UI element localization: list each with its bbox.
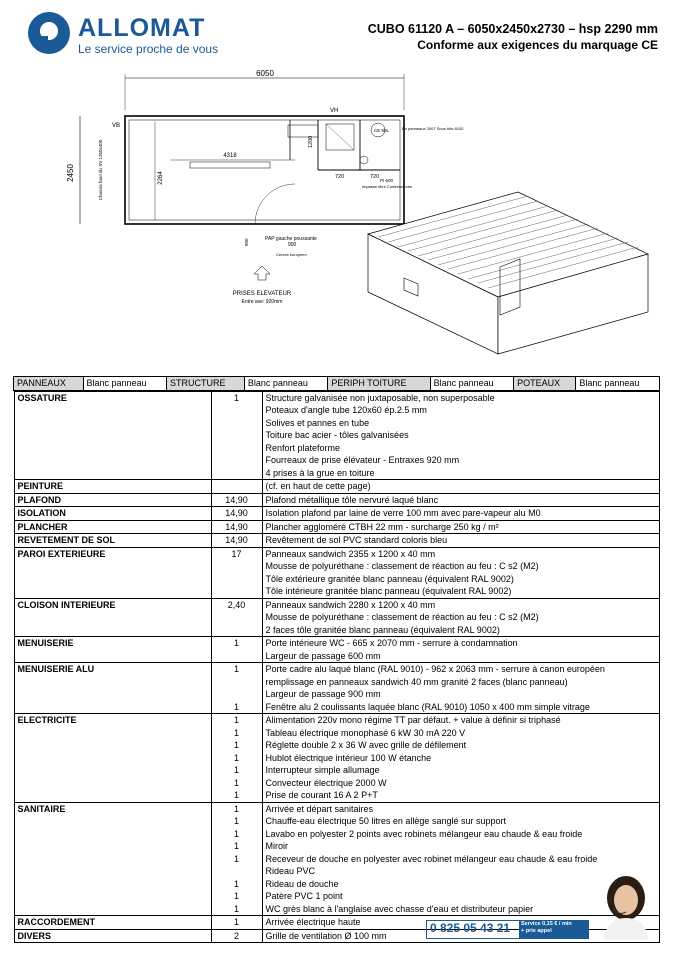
spec-description-line: Plancher aggloméré CTBH 22 mm - surcharge 250 kg / m² <box>265 521 499 532</box>
spec-quantity: 1 <box>233 816 239 826</box>
spec-description-cell <box>262 520 659 534</box>
spec-description-line: Revêtement de sol PVC standard coloris bleu <box>265 535 448 545</box>
spec-quantity-cell <box>211 493 262 507</box>
spec-description-line: Lavabo en polyester 2 points avec robinets mélangeur eau chaude & eau froide <box>265 828 583 839</box>
spec-row <box>14 507 659 521</box>
spec-quantity-cell <box>211 714 262 803</box>
spec-description-line: Panneaux sandwich 2280 x 1200 x 40 mm <box>265 599 436 610</box>
spec-quantity <box>215 865 259 878</box>
poteaux-label: POTEAUX <box>514 377 576 391</box>
spec-quantity: 14,90 <box>225 521 248 532</box>
spec-quantity: 14,90 <box>225 494 248 505</box>
spec-quantity: 1 <box>233 803 239 814</box>
spec-category: DIVERS <box>14 929 211 943</box>
plan-lifting-label: PRISES ELEVATEUR <box>232 291 292 297</box>
spec-quantity: 1 <box>233 715 239 725</box>
spec-quantity: 14,90 <box>225 508 248 518</box>
spec-description-line: Réglette double 2 x 36 W avec grille de défilement <box>265 740 467 750</box>
periph-toiture-label: PERIPH TOITURE <box>328 377 430 391</box>
spec-description-line: Arrivée et départ sanitaires <box>265 803 374 814</box>
spec-quantity-cell <box>211 520 262 534</box>
spec-description-line: Chauffe-eau électrique 50 litres en allège sanglé sur support <box>265 816 506 826</box>
structure-label: STRUCTURE <box>167 377 245 391</box>
spec-description-line: Plafond métallique tôle nervuré laqué blanc <box>265 494 439 505</box>
brand-tagline: Le service proche de vous <box>78 42 219 56</box>
spec-quantity-cell <box>211 391 262 480</box>
spec-quantity: 1 <box>233 777 239 788</box>
logo-mark-icon <box>28 12 70 54</box>
plan-720a-label: 720 <box>335 174 345 180</box>
spec-description-line: WC grès blanc à l'anglaise avec chasse d'eau et distributeur papier <box>265 903 534 914</box>
spec-category: MENUISERIE <box>14 637 211 663</box>
spec-description-line: Receveur de douche en polyester avec robinet mélangeur eau chaude & eau froide <box>265 853 598 864</box>
spec-row <box>14 547 659 598</box>
spec-quantity-cell <box>211 916 262 930</box>
plan-width-label: 2450 <box>66 164 75 182</box>
spec-category: CLOISON INTERIEURE <box>14 598 211 637</box>
customer-service-photo <box>596 868 656 940</box>
structure-value: Blanc panneau <box>244 377 327 391</box>
spec-description-line: 4 prises à la grue en toiture <box>265 467 375 478</box>
plan-pap-width: 900 <box>288 242 297 248</box>
panneaux-value: Blanc panneau <box>83 377 166 391</box>
model-title: CUBO 61120 A – 6050x2450x2730 – hsp 2290 mm <box>367 22 658 36</box>
plan-side-label: 800 <box>244 238 249 246</box>
service-rate-badge <box>519 920 589 939</box>
spec-quantity: 1 <box>233 392 239 403</box>
spec-quantity: 1 <box>233 853 239 864</box>
brand-name: ALLOMAT <box>78 14 206 42</box>
spec-description-line: Largeur de passage 900 mm <box>265 689 381 699</box>
spec-quantity: 1 <box>233 891 239 901</box>
spec-quantity-cell <box>211 507 262 521</box>
service-rate-line1: Service 0,15 € / min <box>521 921 572 927</box>
plan-chassis-note: Chassis haut du SV 1350x400 <box>98 139 103 201</box>
spec-description-line: Patère PVC 1 point <box>265 891 343 901</box>
specification-table <box>13 376 660 943</box>
spec-quantity: 1 <box>233 903 239 914</box>
spec-description-cell <box>262 637 659 663</box>
spec-quantity-cell <box>211 663 262 714</box>
spec-row <box>14 714 659 803</box>
spec-description-line: Tôle extérieure granitée blanc panneau (équivalent RAL 9002) <box>265 573 514 584</box>
spec-description-line: (cf. en haut de cette page) <box>265 481 371 491</box>
spec-description-cell <box>262 598 659 637</box>
spec-description-line: Isolation plafond par laine de verre 100 mm avec pare-vapeur alu M0 <box>265 508 541 518</box>
spec-quantity: 17 <box>231 548 242 559</box>
spec-quantity: 1 <box>233 638 239 648</box>
spec-category: REVETEMENT DE SOL <box>14 534 211 548</box>
spec-description-line: Renfort plateforme <box>265 442 341 453</box>
spec-description-line: Mousse de polyuréthane : classement de réaction au feu : C s2 (M2) <box>265 561 539 571</box>
spec-description-cell <box>262 663 659 714</box>
spec-quantity: 1 <box>233 841 239 851</box>
spec-quantity-cell <box>211 802 262 916</box>
spec-quantity-cell <box>211 637 262 663</box>
spec-quantity: 1 <box>233 828 239 839</box>
spec-body <box>14 391 660 944</box>
spec-quantity: 1 <box>233 664 239 674</box>
spec-quantity: 14,90 <box>225 535 248 545</box>
spec-row <box>14 520 659 534</box>
spec-quantity: 1 <box>233 752 239 763</box>
spec-description-line: Porte cadre alu laqué blanc (RAL 9010) - 962 x 2063 mm - serrure à canon européen <box>265 664 605 674</box>
spec-description-line: Fourreaux de prise élévateur - Entraxes 920 mm <box>265 455 460 465</box>
spec-category: ELECTRICITE <box>14 714 211 803</box>
spec-description-line: Largeur de passage 600 mm <box>265 650 381 661</box>
plan-inner-width-label: 2264 <box>158 171 164 185</box>
spec-category: SANITAIRE <box>14 802 211 916</box>
spec-description-line: Rideau PVC <box>265 866 316 876</box>
spec-category: PEINTURE <box>14 480 211 494</box>
spec-row <box>14 637 659 663</box>
spec-quantity <box>215 688 259 701</box>
spec-quantity: 2 <box>233 930 239 941</box>
spec-description-line: Grille de ventilation Ø 100 mm <box>265 930 387 941</box>
spec-description-cell <box>262 391 659 480</box>
conformity-note: Conforme aux exigences du marquage CE <box>417 38 658 52</box>
spec-row <box>14 480 659 494</box>
plan-pap-label: PAP gauche poussante <box>265 236 317 242</box>
finish-header-row <box>14 377 660 391</box>
spec-category: PLANCHER <box>14 520 211 534</box>
spec-quantity: 1 <box>233 878 239 889</box>
phone-number[interactable]: 0 825 05 43 21 <box>430 921 511 935</box>
spec-description-line: Interrupteur simple allumage <box>265 765 380 775</box>
plan-vh-label: VH <box>330 108 339 114</box>
panneaux-label: PANNEAUX <box>14 377 84 391</box>
spec-description-cell <box>262 534 659 548</box>
spec-description-line: Prise de courant 16 A 2 P+T <box>265 790 378 800</box>
spec-description-line: Arrivée électrique haute <box>265 917 361 927</box>
spec-description-line: Tôle intérieure granitée blanc panneau (équivalent RAL 9002) <box>265 586 512 596</box>
spec-description-cell <box>262 507 659 521</box>
spec-description-line: Tableau électrique monophasé 6 kW 30 mA 220 V <box>265 727 466 738</box>
spec-quantity-cell <box>211 534 262 548</box>
plan-lifting-sub: Entre axe: 920mm <box>241 299 283 305</box>
spec-quantity: 1 <box>233 917 239 927</box>
spec-description-line: 2 faces tôle granitée blanc panneau (équivalent RAL 9002) <box>265 624 500 635</box>
plan-panel-note: En panneaux 2007 Sous tôle 8100 <box>402 126 464 131</box>
spec-description-cell <box>262 714 659 803</box>
spec-category: MENUISERIE ALU <box>14 663 211 714</box>
spec-row <box>14 534 659 548</box>
spec-description-line: Convecteur électrique 2000 W <box>265 777 387 788</box>
plan-cornice-label: Cerces européen <box>276 252 307 257</box>
spec-quantity <box>215 676 259 689</box>
spec-description-line: Miroir <box>265 841 288 851</box>
spec-description-line: Hublot électrique intérieur 100 W étanche <box>265 752 432 763</box>
poteaux-value: Blanc panneau <box>576 377 660 391</box>
spec-row <box>14 598 659 637</box>
plan-pi-label: PI 600 <box>380 178 394 183</box>
spec-description-line: Alimentation 220v mono régime TT par défaut. + value à définir si triphasé <box>265 715 561 725</box>
spec-description-line: Fenêtre alu 2 coulissants laquée blanc (RAL 9010) 1050 x 400 mm simple vitrage <box>265 701 590 712</box>
periph-toiture-value: Blanc panneau <box>430 377 513 391</box>
spec-quantity-cell <box>211 547 262 598</box>
spec-quantity-cell <box>211 929 262 943</box>
spec-description-line: Structure galvanisée non juxtaposable, non superposable <box>265 392 495 403</box>
spec-row <box>14 663 659 714</box>
plan-vb-label: VB <box>112 123 121 129</box>
spec-description-line: Poteaux d'angle tube 120x60 ép.2.5 mm <box>265 405 427 415</box>
spec-quantity: 2,40 <box>227 599 246 610</box>
spec-description-line: Panneaux sandwich 2355 x 1200 x 40 mm <box>265 548 436 559</box>
spec-description-cell <box>262 480 659 494</box>
spec-category: PAROI EXTERIEURE <box>14 547 211 598</box>
spec-quantity <box>215 480 259 493</box>
spec-description-line: Toiture bac acier - tôles galvanisées <box>265 430 409 440</box>
spec-description-line: Mousse de polyuréthane : classement de réaction au feu : C s2 (M2) <box>265 612 539 622</box>
plan-720b-label: 720 <box>370 174 380 180</box>
allomat-logo <box>28 10 248 58</box>
spec-category: OSSATURE <box>14 391 211 480</box>
plan-inner-length-label: 4318 <box>223 153 237 159</box>
plan-1200-label: 1200 <box>308 135 314 148</box>
spec-category: ISOLATION <box>14 507 211 521</box>
plan-door-note: Impasse libre Contremarche <box>362 184 413 189</box>
spec-description-line: Rideau de douche <box>265 878 339 889</box>
spec-category: RACCORDEMENT <box>14 916 211 930</box>
spec-quantity: 1 <box>233 740 239 750</box>
floor-plan-drawing <box>60 69 464 340</box>
service-rate-line2: + prix appel <box>521 927 552 934</box>
spec-description-cell <box>262 493 659 507</box>
plan-ce-label: CE 50L <box>374 128 390 133</box>
spec-quantity: 1 <box>233 790 239 800</box>
spec-row <box>14 493 659 507</box>
spec-description-line: Solives et pannes en tube <box>265 417 370 428</box>
spec-quantity: 1 <box>233 765 239 775</box>
spec-row <box>14 802 659 916</box>
spec-category: PLAFOND <box>14 493 211 507</box>
spec-description-line: Porte intérieure WC - 665 x 2070 mm - serrure à condamnation <box>265 638 518 648</box>
plan-length-label: 6050 <box>256 69 274 78</box>
spec-quantity-cell <box>211 480 262 494</box>
spec-description-cell <box>262 547 659 598</box>
spec-quantity-cell <box>211 598 262 637</box>
spec-row <box>14 391 659 480</box>
spec-quantity: 1 <box>233 701 239 712</box>
container-isometric-drawing <box>368 192 648 362</box>
spec-description-line: remplissage en panneaux sandwich 40 mm granité 2 faces (blanc panneau) <box>265 676 568 687</box>
spec-quantity: 1 <box>233 727 239 738</box>
